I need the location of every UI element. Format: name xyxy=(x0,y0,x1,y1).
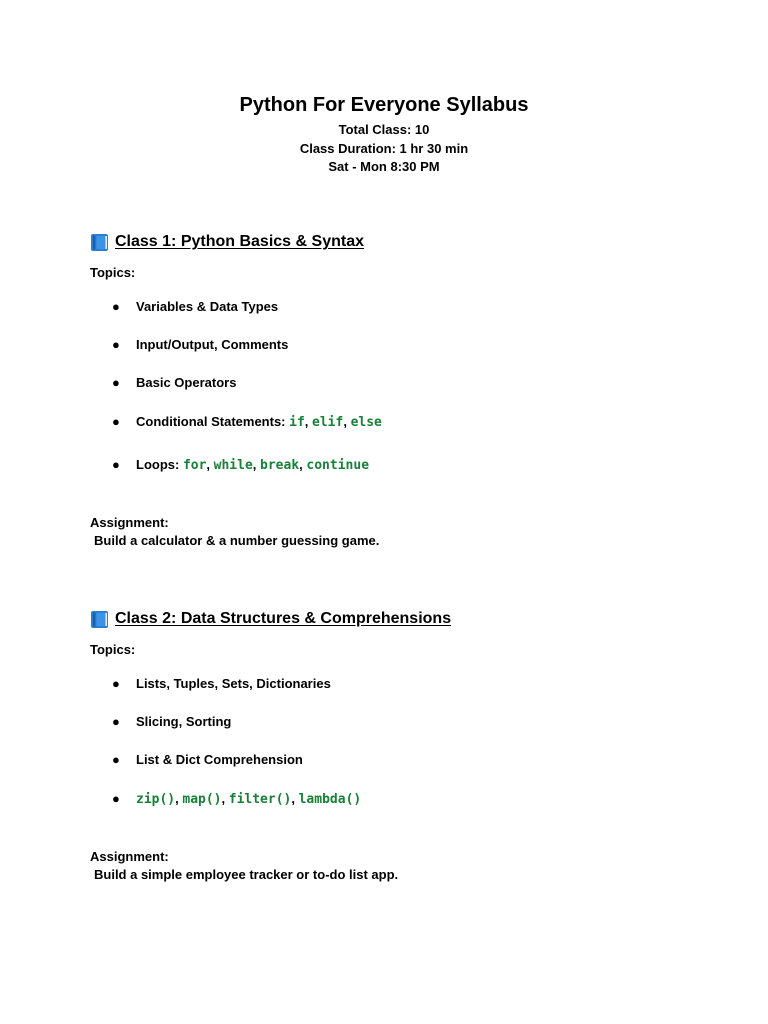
topic-item: ● Conditional Statements: if, elif, else xyxy=(112,414,382,430)
code-keyword: zip() xyxy=(136,792,176,807)
course-meta xyxy=(0,121,768,177)
code-keyword: continue xyxy=(306,458,370,473)
assignment-text: Build a calculator & a number guessing game. xyxy=(94,533,380,548)
class-duration: Class Duration: 1 hr 30 min xyxy=(299,140,469,156)
class-heading xyxy=(90,230,710,254)
code-keyword: elif xyxy=(312,415,344,430)
topic-item: ● Basic Operators xyxy=(112,375,237,390)
class-schedule: Sat - Mon 8:30 PM xyxy=(328,159,440,174)
class-section-1 xyxy=(90,230,710,551)
code-keyword: map() xyxy=(182,792,222,807)
topic-item: ● Variables & Data Types xyxy=(112,299,279,314)
topic-item: ● Input/Output, Comments xyxy=(112,337,289,352)
topic-item: ● zip(), map(), filter(), lambda() xyxy=(112,791,362,807)
topics-label: Topics: xyxy=(90,642,136,657)
blue-book-icon xyxy=(90,233,109,252)
topic-item: ● Lists, Tuples, Sets, Dictionaries xyxy=(112,676,331,691)
topics-list xyxy=(90,299,710,474)
document-header xyxy=(0,92,768,177)
code-keyword: while xyxy=(213,458,253,473)
topics-label: Topics: xyxy=(90,265,136,280)
assignment-text: Build a simple employee tracker or to-do list app. xyxy=(94,867,399,882)
code-keyword: lambda() xyxy=(298,792,362,807)
topic-item: ● List & Dict Comprehension xyxy=(112,752,303,767)
total-class: Total Class: 10 xyxy=(338,122,430,137)
topic-item: ● Loops: for, while, break, continue xyxy=(112,457,370,473)
blue-book-icon xyxy=(90,610,109,629)
code-keyword: break xyxy=(260,458,300,473)
class-heading-text: Class 1: Python Basics & Syntax xyxy=(115,233,364,250)
class-section-2 xyxy=(90,607,710,885)
assignment-label: Assignment: xyxy=(90,515,169,530)
class-heading xyxy=(90,607,710,631)
assignment-label: Assignment: xyxy=(90,849,169,864)
topic-item: ● Slicing, Sorting xyxy=(112,714,232,729)
code-keyword: if xyxy=(289,415,305,430)
code-keyword: else xyxy=(350,415,382,430)
document-title: Python For Everyone Syllabus xyxy=(239,94,529,116)
topics-list xyxy=(90,676,710,808)
class-heading-text: Class 2: Data Structures & Comprehensions xyxy=(115,610,452,627)
code-keyword: for xyxy=(182,458,207,473)
code-keyword: filter() xyxy=(228,792,292,807)
